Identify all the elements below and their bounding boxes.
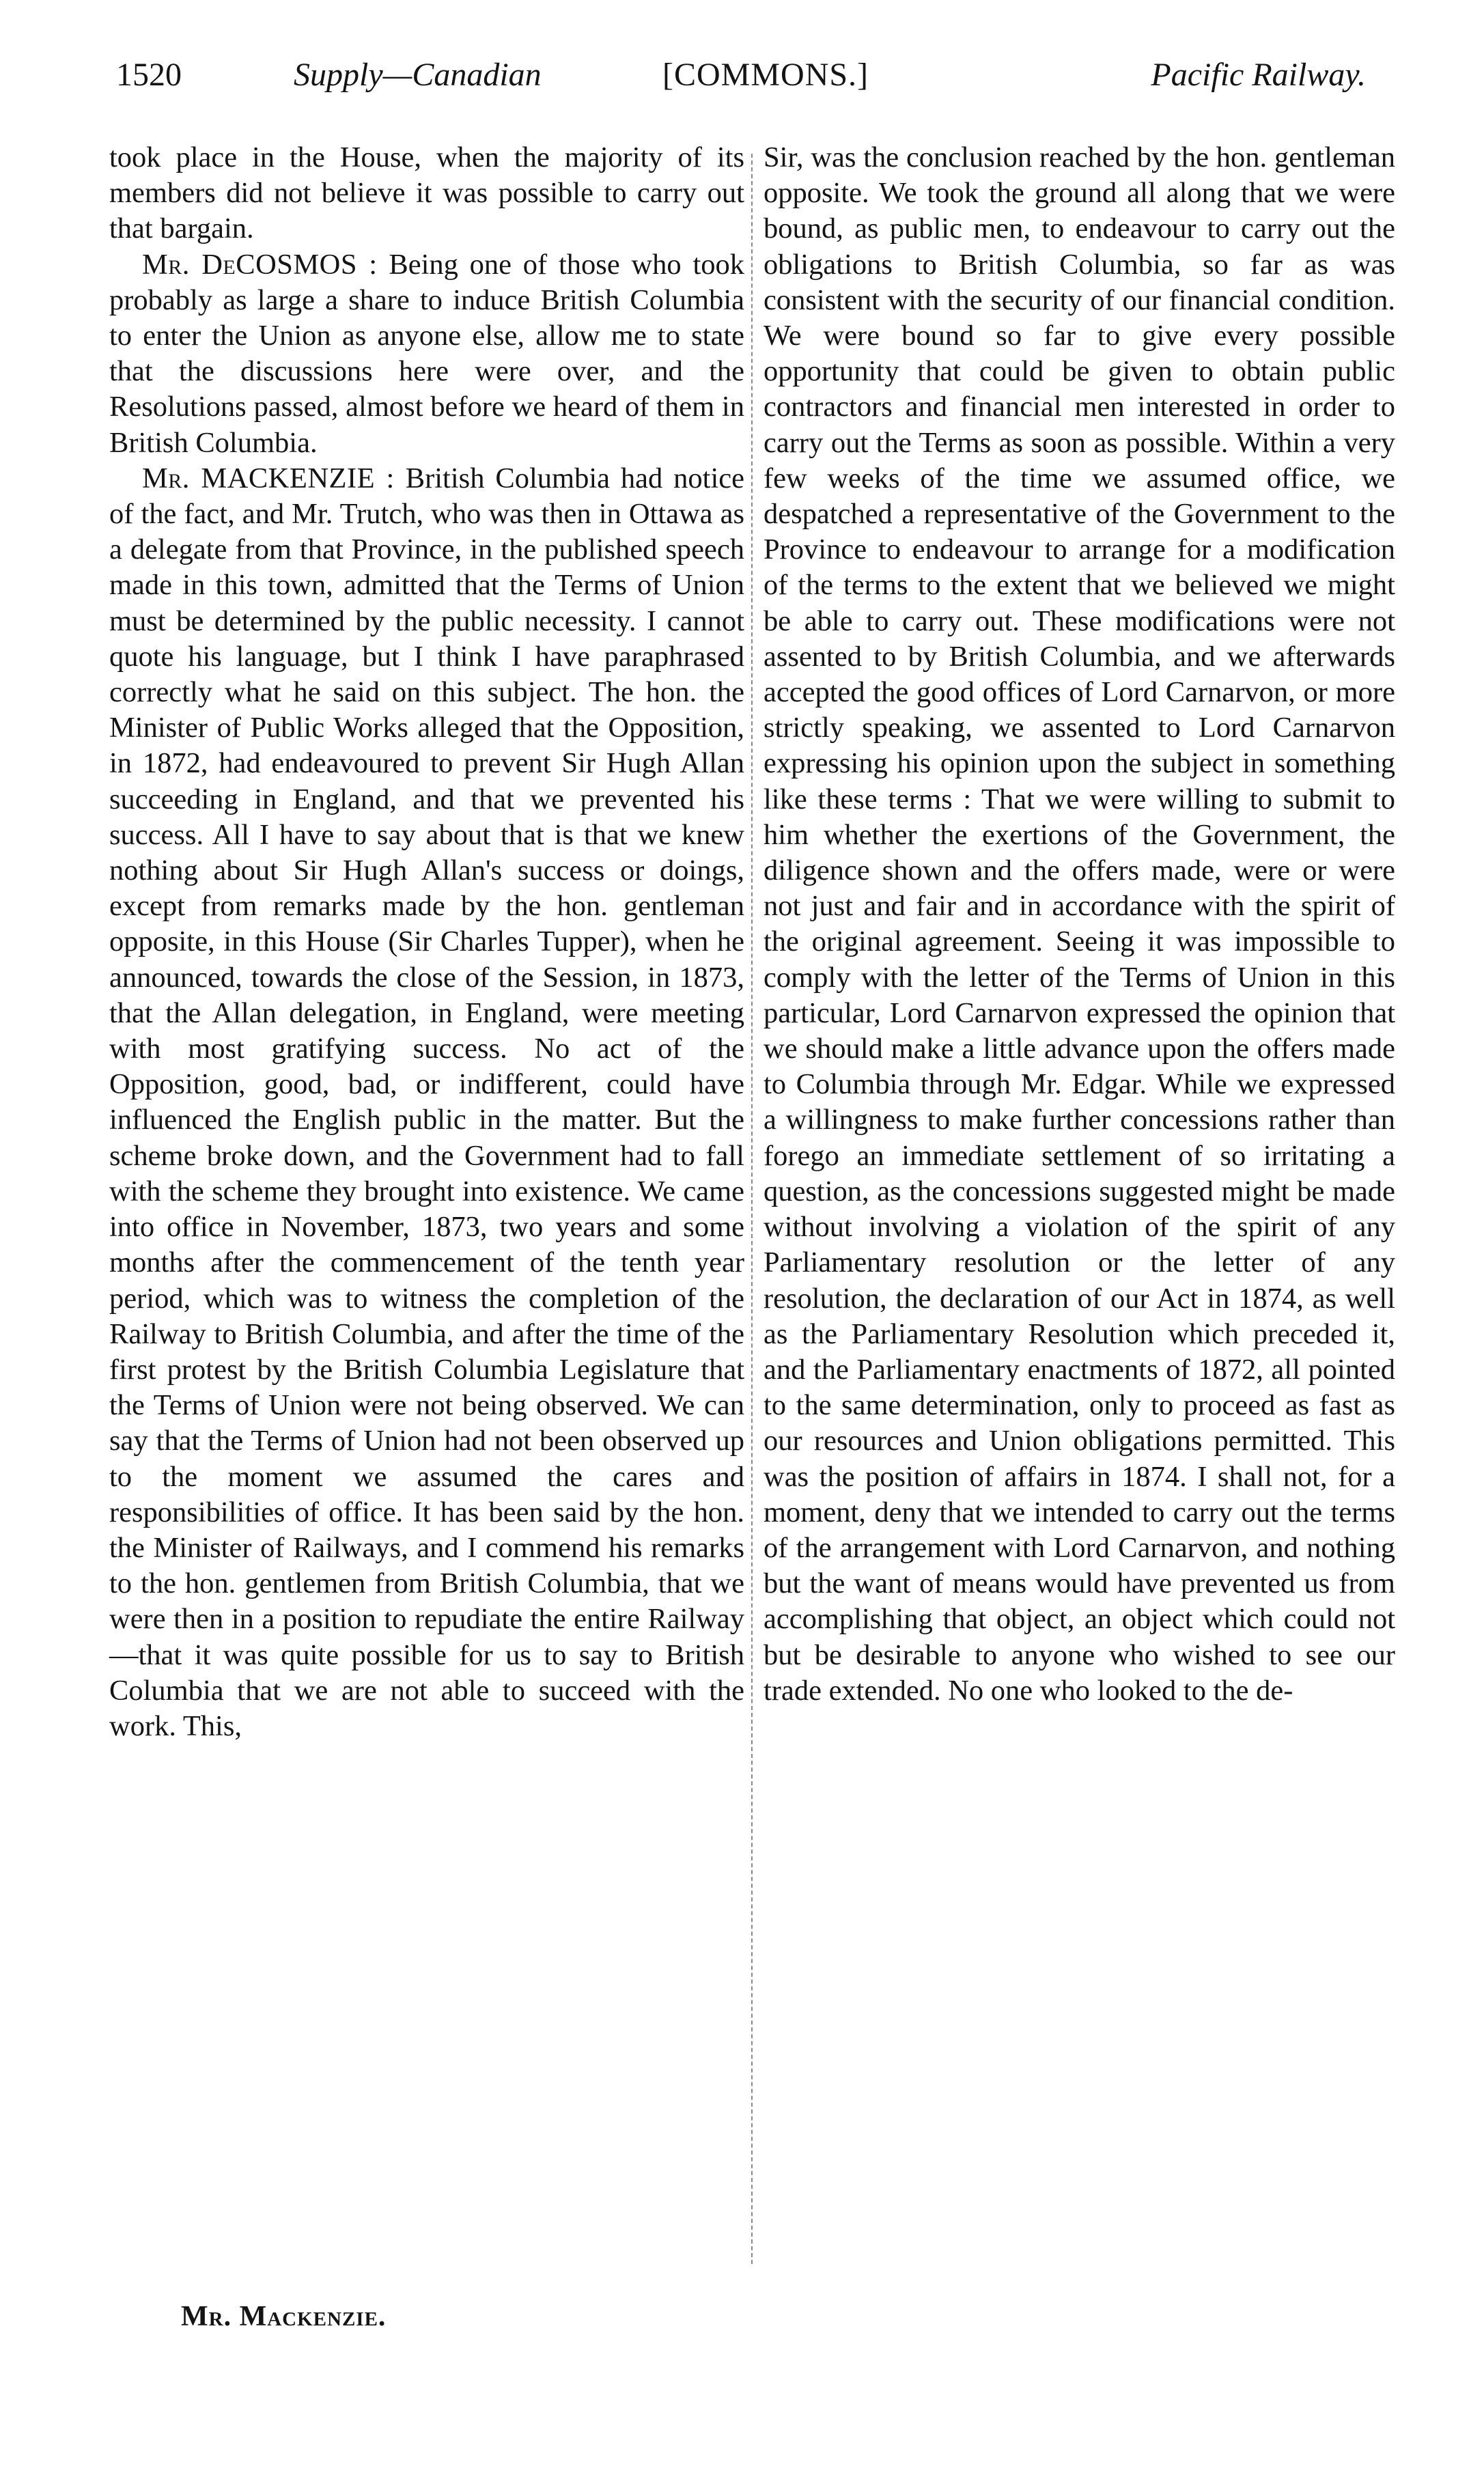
footer-speaker: Mr. Mackenzie. [181, 2301, 387, 2332]
running-title-left: Supply—Canadian [294, 57, 542, 93]
paragraph-decosmos [109, 247, 744, 461]
right-column [764, 140, 1395, 1709]
left-column [109, 140, 744, 1744]
paragraph-mackenzie [109, 461, 744, 1744]
column-divider [751, 154, 753, 2264]
paragraph-continued: took place in the House, when the majority of its members did not believe it was possible to carry out that bargain. [109, 141, 744, 245]
speaker-name: Mr. DeCOSMOS : [142, 248, 378, 281]
speaker-name: Mr. MACKENZIE : [142, 462, 395, 494]
speech-text: Being one of those who took probably as large a share to induce British Columbia to enter the Union as anyone else, allow me to state that the discussions here were over, and the Resolutions passed, almost before we heard of them in British Columbia. [109, 248, 744, 459]
paragraph-continued: Sir, was the conclusion reached by the hon. gentleman opposite. We took the ground all along that we were bound, as public men, to endeavour to carry out the obligations to British Columbia, so far as was consistent with the security of our financial condition. We were bound so far to give every possible opportunity that could be given to obtain public contractors and financial men interested in order to carry out the Terms as soon as possible. Within a very few weeks of the time we assumed office, we despatched a representative of the Government to the Province to endeavour to arrange for a modification of the terms to the extent that we believed we might be able to carry out. These modifications were not assented to by British Columbia, and we afterwards accepted the good offices of Lord Carnarvon, or more strictly speaking, we assented to Lord Carnarvon expressing his opinion upon the subject in something like these terms : That we were willing to submit to him whether the exertions of the Government, the diligence shown and the offers made, were or were not just and fair and in accordance with the spirit of the original agreement. Seeing it was impossible to comply with the letter of the Terms of Union in this particular, Lord Carnarvon expressed the opinion that we should make a little advance upon the offers made to Columbia through Mr. Edgar. While we expressed a willingness to make further concessions rather than forego an immediate settlement of so irritating a question, as the concessions suggested might be made without involving a violation of the spirit of any Parliamentary resolution or the letter of any resolution, the declaration of our Act in 1874, as well as the Parliamentary Resolution which preceded it, and the Parliamentary enactments of 1872, all pointed to the same determination, only to proceed as fast as our resources and Union obligations permitted. This was the position of affairs in 1874. I shall not, for a moment, deny that we intended to carry out the terms of the arrangement with Lord Carnarvon, and nothing but the want of means would have prevented us from accomplishing that object, an object which could not but be desirable to anyone who wished to see our trade extended. No one who looked to the de- [764, 141, 1395, 1707]
page-number: 1520 [116, 57, 182, 93]
running-title-right: Pacific Railway. [1151, 57, 1366, 93]
running-title-center: [COMMONS.] [662, 57, 869, 93]
page-header [116, 48, 1366, 102]
speech-text: British Columbia had notice of the fact, and Mr. Trutch, who was then in Ottawa as a delegate from that Province, in the published speech made in this town, admitted that the Terms of Union must be determined by the public necessity. I cannot quote his language, but I think I have paraphrased correctly what he said on this subject. The hon. the Minister of Public Works alleged that the Opposition, in 1872, had endeavoured to prevent Sir Hugh Allan succeeding in England, and that we prevented his success. All I have to say about that is that we knew nothing about Sir Hugh Allan's success or doings, except from remarks made by the hon. gentleman opposite, in this House (Sir Charles Tupper), when he announced, towards the close of the Session, in 1873, that the Allan delegation, in England, were meeting with most gratifying success. No act of the Opposition, good, bad, or indifferent, could have influenced the English public in the matter. But the scheme broke down, and the Government had to fall with the scheme they brought into existence. We came into office in November, 1873, two years and some months after the commencement of the tenth year period, which was to witness the completion of the Railway to British Columbia, and after the time of the first protest by the British Columbia Legislature that the Terms of Union were not being observed. We can say that the Terms of Union had not been observed up to the moment we assumed the cares and responsibilities of office. It has been said by the hon. the Minister of Railways, and I commend his remarks to the hon. gentlemen from British Columbia, that we were then in a position to repudiate the entire Railway—that it was quite possible for us to say to British Columbia that we are not able to succeed with the work. This, [109, 462, 745, 1742]
